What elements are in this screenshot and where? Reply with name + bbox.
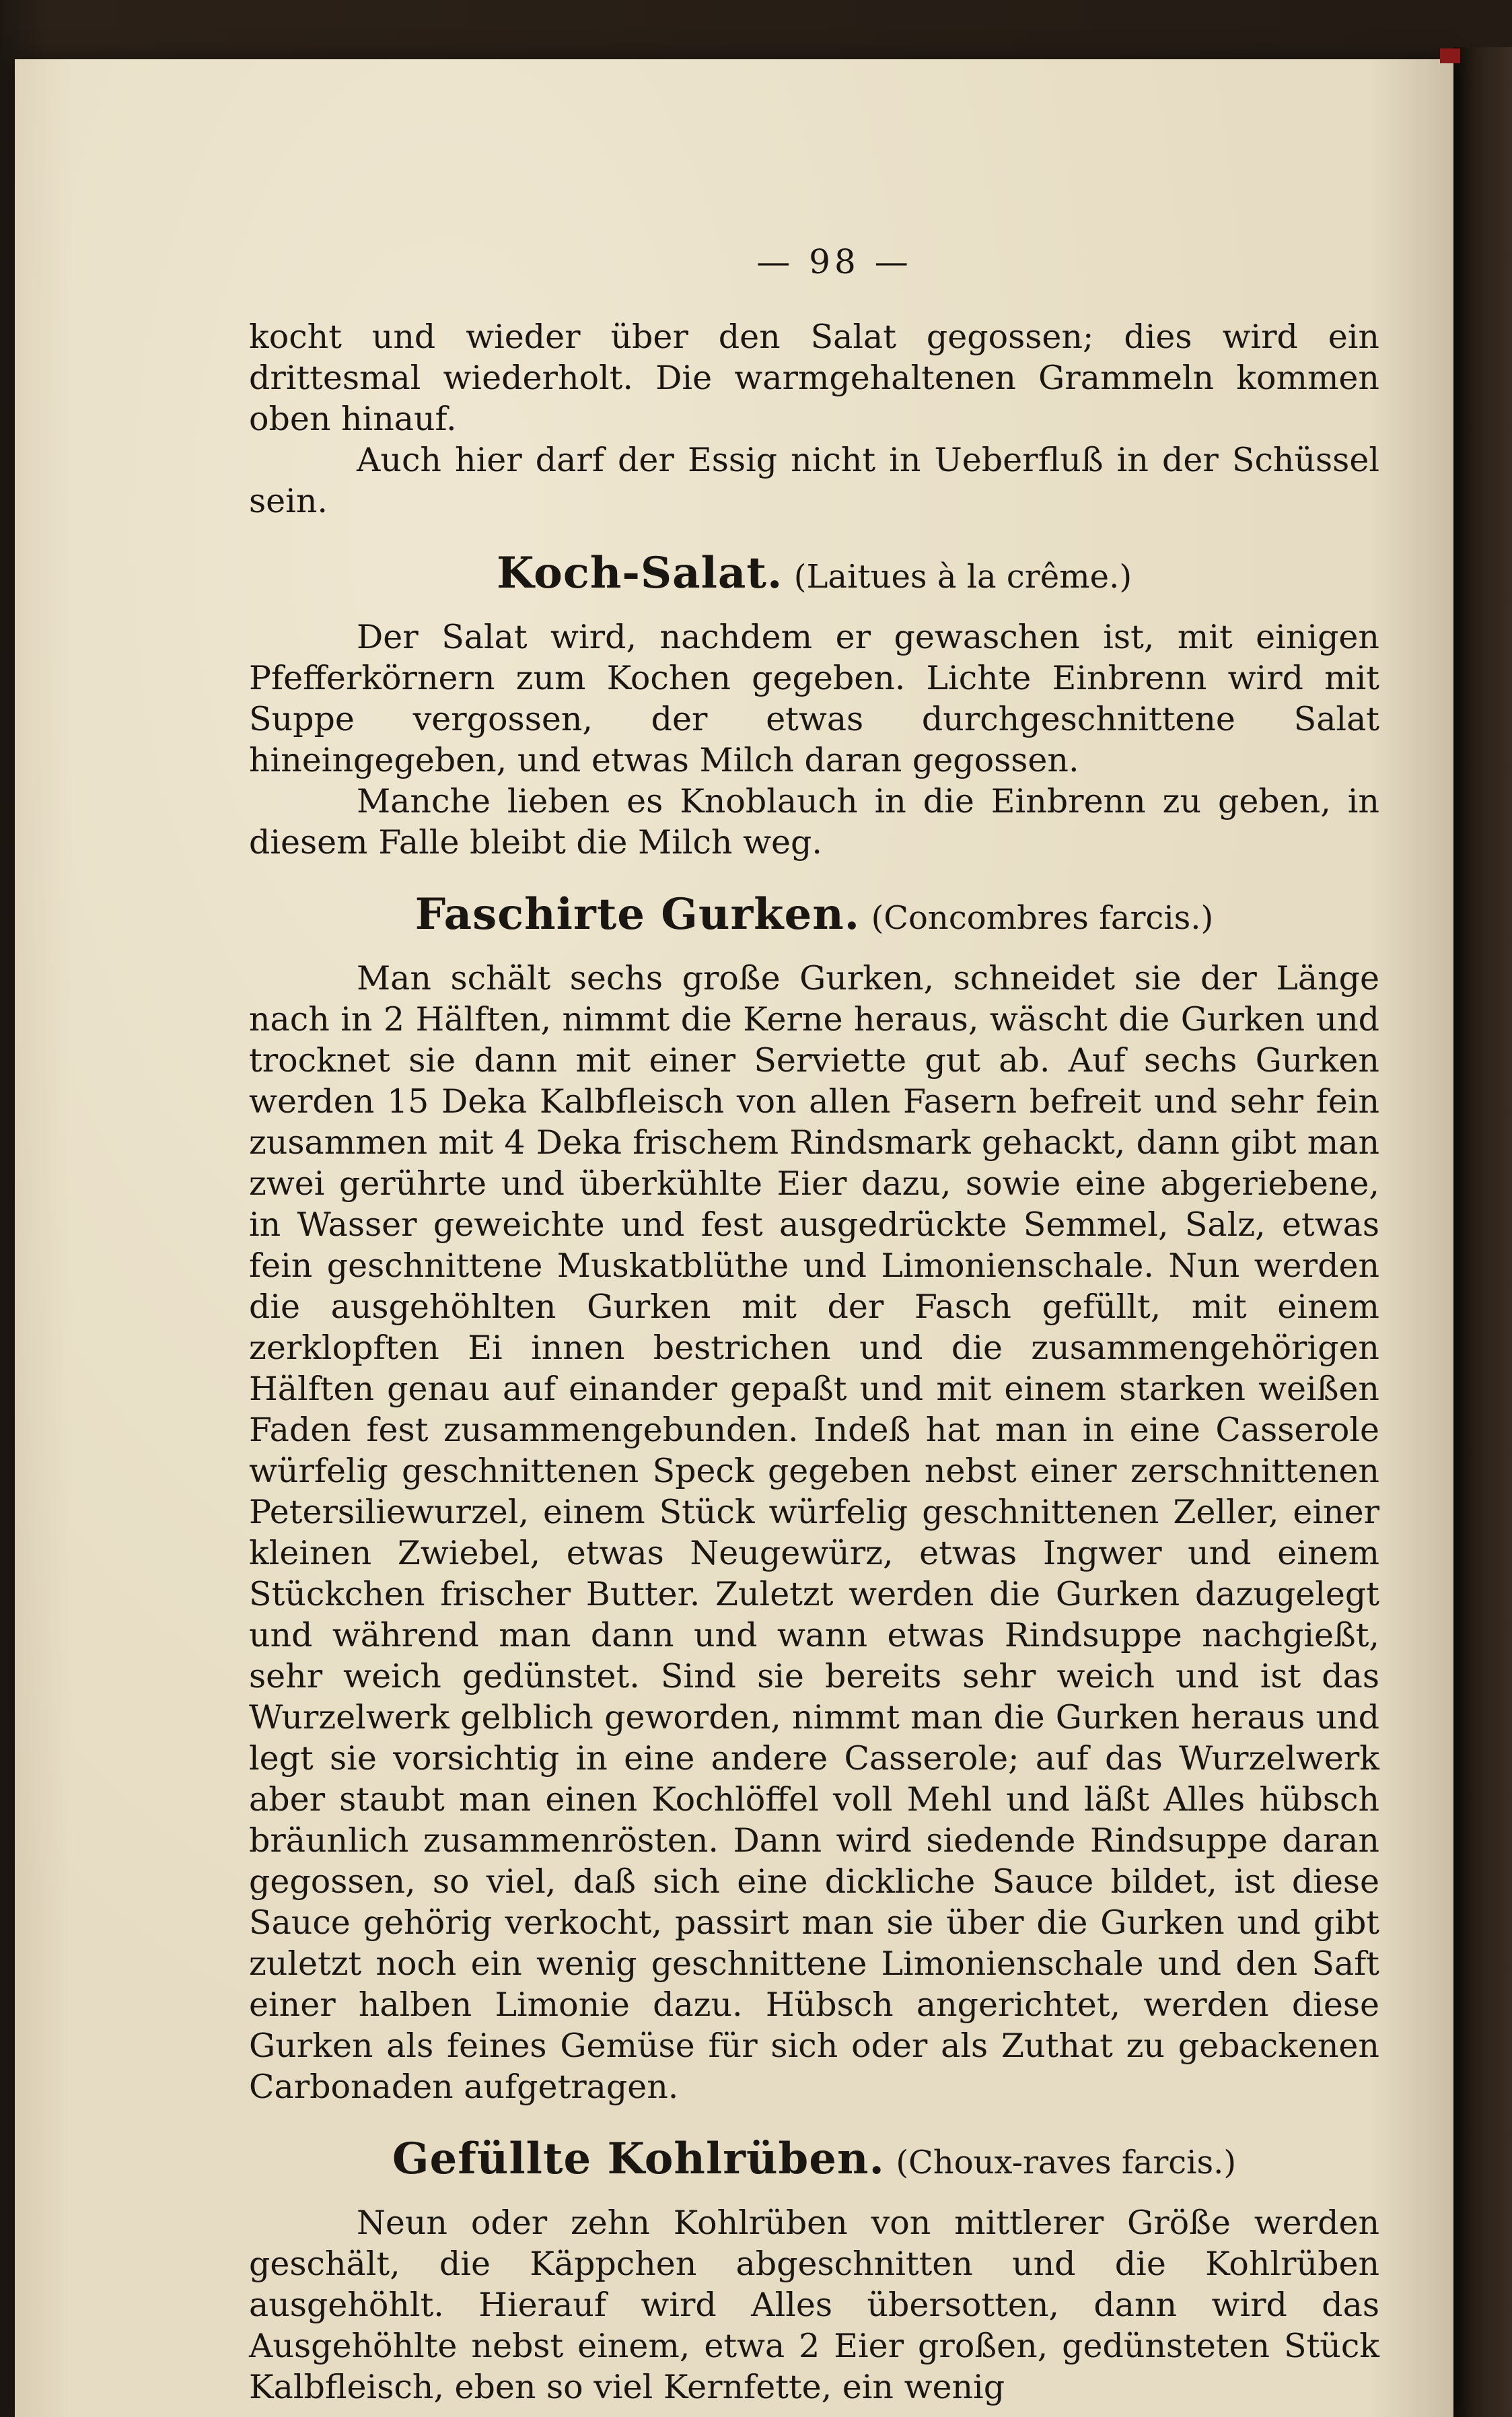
section-paragraph: Der Salat wird, nachdem er gewaschen ist, mit einigen Pfefferkörnern zum Kochen gegeben. Lichte Einbrenn wird mit Suppe vergossen, der etwas durchgeschnittene Salat hineingegeben, und etwas Milch daran gegossen.: [249, 618, 1379, 779]
section-title: Faschirte Gurken.: [415, 889, 861, 940]
red-bookmark-mark: [1440, 48, 1460, 63]
page-number: — 98 —: [756, 242, 912, 281]
section-subtitle: (Choux-raves farcis.): [896, 2144, 1237, 2181]
section-heading-gefuellte-kohlrueben: [249, 2134, 1379, 2185]
section-heading-koch-salat: [249, 548, 1379, 599]
intro-paragraph-2: Auch hier darf der Essig nicht in Ueberfluß in der Schüssel sein.: [249, 441, 1379, 520]
section-paragraph: Neun oder zehn Kohlrüben von mittlerer Größe werden geschält, die Käppchen abgeschnitten und die Kohlrüben ausgehöhlt. Hierauf wird Alles übersotten, dann wird das Ausgehöhlte nebst einem, etwa 2 Eier großen, gedünsteten Stück Kalbfleisch, eben so viel Kernfette, ein wenig: [249, 2204, 1379, 2406]
section-subtitle: (Concombres farcis.): [871, 899, 1214, 937]
section-heading-faschirte-gurken: [249, 889, 1379, 940]
section-title: Koch-Salat.: [496, 548, 783, 598]
intro-paragraph-1: kocht und wieder über den Salat gegossen; dies wird ein drittesmal wiederholt. Die warmgehaltenen Grammeln kommen oben hinauf.: [249, 318, 1379, 438]
page-content: [249, 242, 1379, 2408]
section-subtitle: (Laitues à la crême.): [793, 558, 1132, 596]
book-edge: [1453, 47, 1512, 2417]
section-paragraph: Man schält sechs große Gurken, schneidet sie der Länge nach in 2 Hälften, nimmt die Kerne heraus, wäscht die Gurken und trocknet sie dann mit einer Serviette gut ab. Auf sechs Gurken werden 15 Deka Kalbfleisch von allen Fasern befreit und sehr fein zusammen mit 4 Deka frischem Rindsmark gehackt, dann gibt man zwei gerührte und überkühlte Eier dazu, sowie eine abgeriebene, in Wasser geweichte und fest ausgedrückte Semmel, Salz, etwas fein geschnittene Muskatblüthe und Limonienschale. Nun werden die ausgehöhlten Gurken mit der Fasch gefüllt, mit einem zerklopften Ei innen bestrichen und die zusammengehörigen Hälften genau auf einander gepaßt und mit einem starken weißen Faden fest zusammengebunden. Indeß hat man in eine Casserole würfelig geschnittenen Speck gegeben nebst einer zerschnittenen Petersiliewurzel, einem Stück würfelig geschnittenen Zeller, einer kleinen Zwiebel, etwas Neugewürz, etwas Ingwer und einem Stückchen frischer Butter. Zuletzt werden die Gurken dazugelegt und während man dann und wann etwas Rindsuppe nachgießt, sehr weich gedünstet. Sind sie bereits sehr weich und ist das Wurzelwerk gelblich geworden, nimmt man die Gurken heraus und legt sie vorsichtig in eine andere Casserole; auf das Wurzelwerk aber staubt man einen Kochlöffel voll Mehl und läßt Alles hübsch bräunlich zusammenrösten. Dann wird siedende Rindsuppe daran gegossen, so viel, daß sich eine dickliche Sauce bildet, ist diese Sauce gehörig verkocht, passirt man sie über die Gurken und gibt zuletzt noch ein wenig geschnittene Limonienschale und den Saft einer halben Limonie dazu. Hübsch angerichtet, werden diese Gurken als feines Gemüse für sich oder als Zuthat zu gebackenen Carbonaden aufgetragen.: [249, 959, 1379, 2106]
section-title: Gefüllte Kohlrüben.: [392, 2134, 885, 2184]
section-paragraph: Manche lieben es Knoblauch in die Einbrenn zu geben, in diesem Falle bleibt die Milch weg.: [249, 782, 1379, 862]
